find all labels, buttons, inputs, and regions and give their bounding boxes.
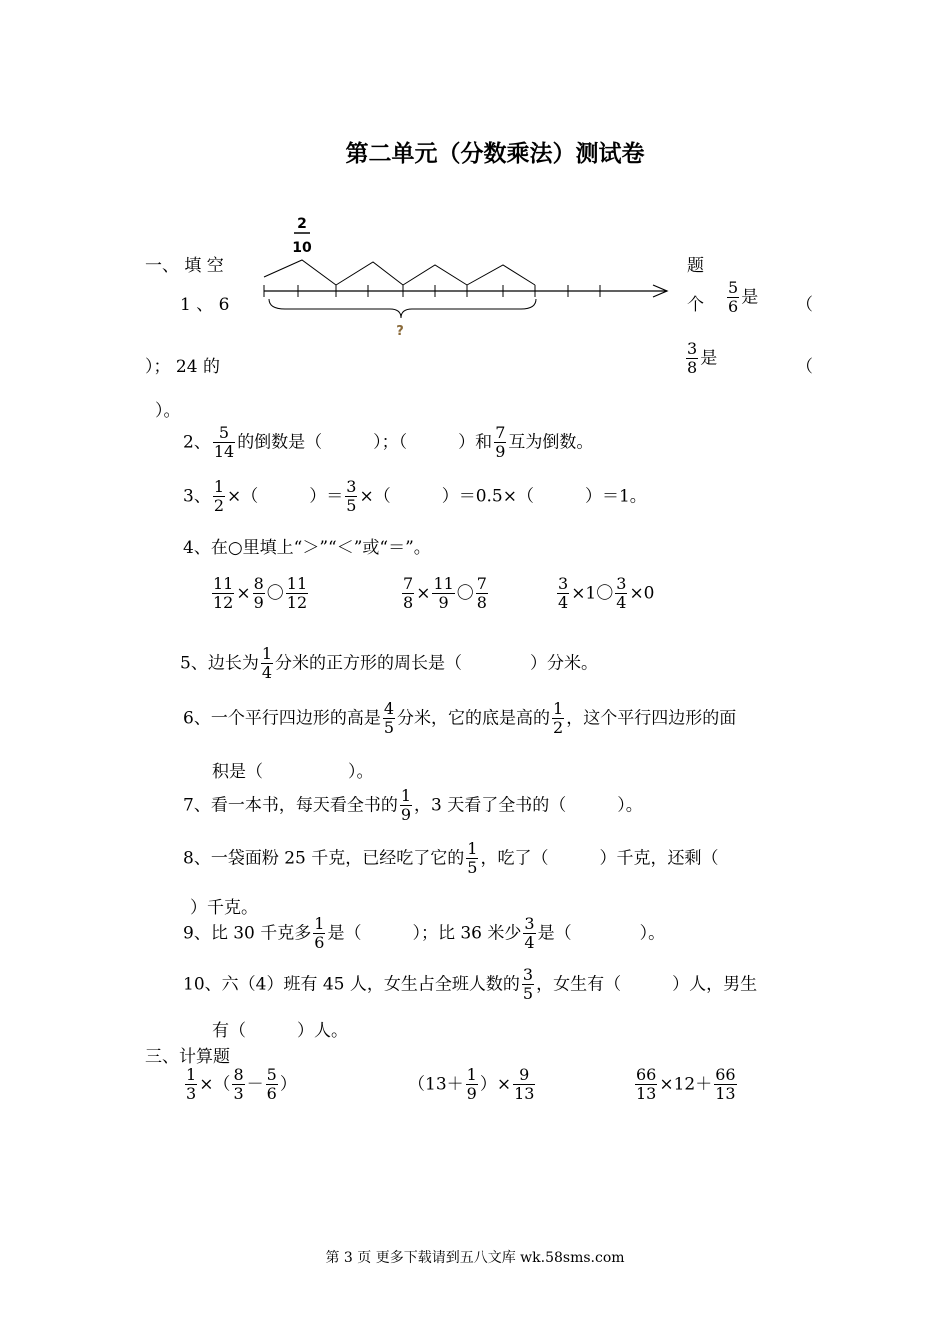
q4-expression-3: $\frac{3}{4}$ ×1〇 $\frac{3}{4}$ ×0 [558,574,655,613]
section3-heading: 三、计算题 [145,1047,230,1067]
q6-line-2: 积是（ ）。 [212,762,374,782]
q10-line: 10、六（4）班有 45 人，女生占全班人数的 $\frac{3}{5}$ ，女生有（ ）人，男生 [183,965,758,1004]
question-mark: ? [396,324,404,339]
compare-circle[interactable]: 〇 [266,583,284,604]
q1-second-part: ）； 24 的 [145,357,220,377]
q1-fraction-3-8: $\frac{3}{8}$ 是 [687,339,718,378]
q8-line: 8、一袋面粉 25 千克，已经吃了它的 $\frac{1}{5}$ ，吃了（ ）千克，还剩（ [183,839,719,878]
number-line-diagram [255,215,685,340]
q1-unit: 个 [687,295,704,315]
top-fraction [292,216,312,256]
q8-line-2: ）千克。 [190,898,258,918]
compare-circle[interactable]: 〇 [456,583,474,604]
q4-expression-2: $\frac{7}{8}$ × $\frac{11}{9}$ 〇 $\frac{7}{8}$ [403,574,487,613]
q10-line-2: 有（ ）人。 [212,1021,348,1041]
q1-start: 1 、 6 [180,295,230,315]
q5-line: 5、边长为 $\frac{1}{4}$ 分米的正方形的周长是（ ）分米。 [180,644,599,683]
arc-1 [264,260,336,285]
q9-line: 9、比 30 千克多 $\frac{1}{6}$ 是（ ）；比 36 米少 $\frac{3}{4}$ 是（ ）。 [183,914,666,953]
section1-heading-tail: 题 [687,256,704,276]
calc-1: $\frac{1}{3}$ ×（ $\frac{8}{3}$ － $\frac{5}{6}$ ） [186,1065,297,1104]
arc-4 [467,265,535,285]
top-fraction-numerator: 2 [297,216,307,232]
q4-expression-1: $\frac{11}{12}$ × $\frac{8}{9}$ 〇 $\frac{11}{12}$ [213,574,308,613]
bottom-brace [269,299,536,318]
page-footer: 第 3 页 更多下载请到五八文库 wk.58sms.com [325,1250,625,1266]
q1-end: ）。 [155,401,181,421]
q4-instruction: 4、在○里填上“＞”“＜”或“＝”。 [183,538,431,558]
q7-line: 7、看一本书，每天看全书的 $\frac{1}{9}$ ，3 天看了全书的（ ）。 [183,786,643,825]
q1-blank-open-2: （ [796,357,813,377]
arc-2 [336,262,403,285]
q1-blank-open: （ [796,295,813,315]
calc-3: $\frac{66}{13}$ ×12＋ $\frac{66}{13}$ [636,1065,736,1104]
section1-heading: 一、 填 空 [145,256,224,276]
compare-circle[interactable]: 〇 [596,583,614,604]
top-fraction-denominator: 10 [292,240,312,256]
calc-2: （13＋ $\frac{1}{9}$ ）× $\frac{9}{13}$ [408,1065,535,1104]
q2-line: 2、 $\frac{5}{14}$ 的倒数是（ ）；（ ）和 $\frac{7}{9}$ 互为倒数。 [183,423,594,462]
q3-line: 3、 $\frac{1}{2}$ ×（ ）＝ $\frac{3}{5}$ ×（ ）＝0.5×（ ）＝1。 [183,477,647,516]
q6-line: 6、一个平行四边形的高是 $\frac{4}{5}$ 分米，它的底是高的 $\frac{1}{2}$ ，这个平行四边形的面 [183,699,737,738]
arc-3 [403,265,467,285]
q1-fraction-5-6: $\frac{5}{6}$ 是 [728,278,759,317]
page-title: 第二单元（分数乘法）测试卷 [345,141,645,167]
